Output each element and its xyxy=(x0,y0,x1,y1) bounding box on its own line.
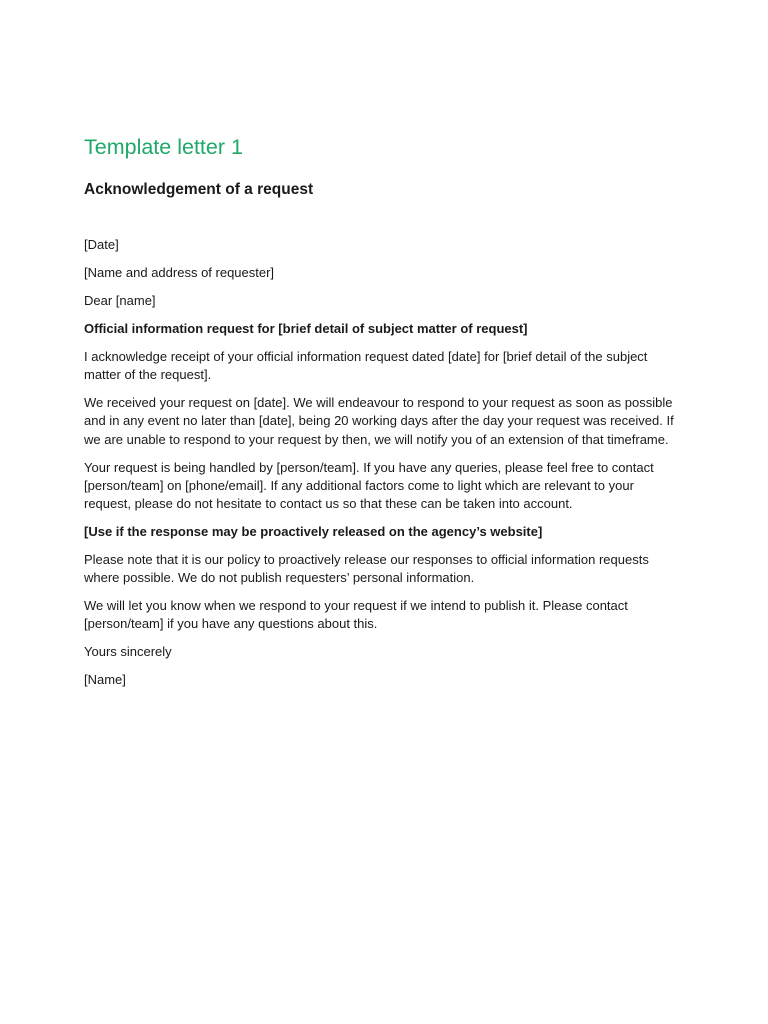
paragraph-policy: Please note that it is our policy to proactively release our responses to official information requests where possible. We do not publish requesters’ personal information. xyxy=(84,552,649,586)
document-title: Template letter 1 xyxy=(84,135,243,159)
paragraph-acknowledge: I acknowledge receipt of your official information request dated [date] for [brief detail of the subject matter of the request]. xyxy=(84,349,648,383)
paragraph-publish: We will let you know when we respond to your request if we intend to publish it. Please contact [person/team] if you have any questions about this. xyxy=(84,598,628,632)
document-subtitle: Acknowledgement of a request xyxy=(84,181,314,198)
conditional-heading: [Use if the response may be proactively released on the agency’s website] xyxy=(84,524,543,540)
paragraph-received: We received your request on [date]. We will endeavour to respond to your request as soon as possible and in any event no later than [date], being 20 working days after the day your request was received. If we are unable to respond to your request by then, we will notify you of an extension of that timeframe. xyxy=(84,395,674,447)
paragraph-handled-by: Your request is being handled by [person/team]. If you have any queries, please feel free to contact [person/team] on [phone/email]. If any additional factors come to light which are relevant to your request, please do not hesitate to contact us so that these can be taken into account. xyxy=(84,459,654,512)
closing: Yours sincerely xyxy=(84,644,172,660)
salutation: Dear [name] xyxy=(84,293,156,308)
subject-line: Official information request for [brief detail of subject matter of request] xyxy=(84,321,528,336)
signature: [Name] xyxy=(84,672,126,688)
requester-line: [Name and address of requester] xyxy=(84,265,275,280)
letter-page xyxy=(84,132,680,699)
date-line: [Date] xyxy=(84,237,119,252)
